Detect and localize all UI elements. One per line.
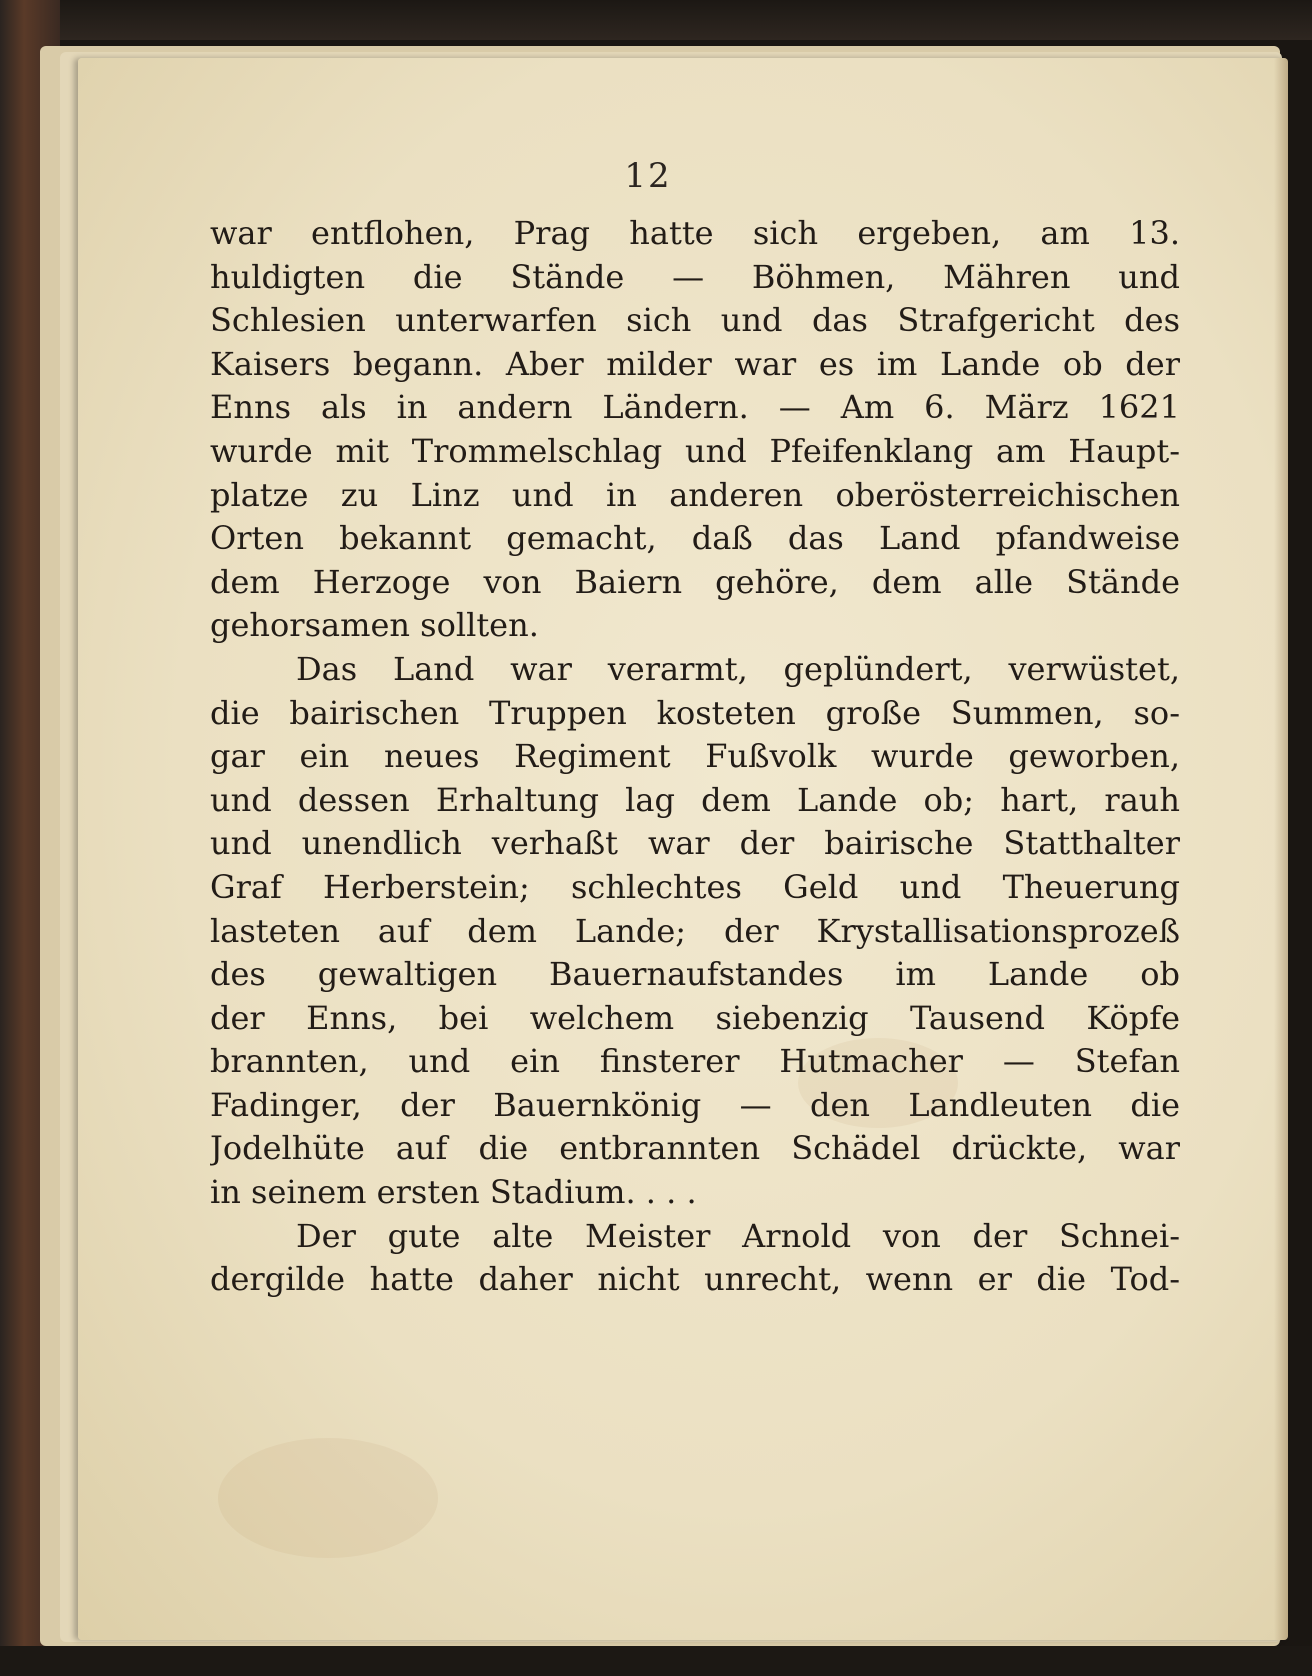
text-line: in seinem ersten Stadium. . . . xyxy=(210,1173,697,1212)
paper-stain xyxy=(218,1438,438,1558)
text-line: gehorsamen sollten. xyxy=(210,606,539,645)
text-line: die bairischen Truppen kosteten große Summen, so- xyxy=(210,693,1180,732)
book-cover-bottom xyxy=(0,1646,1312,1676)
body-text xyxy=(210,212,1180,1302)
text-line: Fadinger, der Bauernkönig — den Landleuten die xyxy=(210,1085,1180,1124)
text-line: Graf Herberstein; schlechtes Geld und Theuerung xyxy=(210,867,1180,906)
text-line: des gewaltigen Bauernaufstandes im Lande ob xyxy=(210,955,1180,994)
text-line: und dessen Erhaltung lag dem Lande ob; hart, rauh xyxy=(210,780,1180,819)
text-line: brannten, und ein finsterer Hutmacher — Stefan xyxy=(210,1042,1180,1081)
text-line: der Enns, bei welchem siebenzig Tausend Köpfe xyxy=(210,998,1180,1037)
text-line: Der gute alte Meister Arnold von der Schnei- xyxy=(296,1216,1180,1255)
text-line: Orten bekannt gemacht, daß das Land pfandweise xyxy=(210,519,1180,558)
text-line: dergilde hatte daher nicht unrecht, wenn er die Tod- xyxy=(210,1260,1180,1299)
text-line: lasteten auf dem Lande; der Krystallisationsprozeß xyxy=(210,911,1180,950)
text-line: war entflohen, Prag hatte sich ergeben, am 13. xyxy=(210,214,1180,252)
text-line: Kaisers begann. Aber milder war es im Lande ob der xyxy=(210,344,1180,383)
text-line: dem Herzoge von Baiern gehöre, dem alle Stände xyxy=(210,562,1180,601)
text-line: gar ein neues Regiment Fußvolk wurde geworben, xyxy=(210,737,1180,776)
text-line: huldigten die Stände — Böhmen, Mähren und xyxy=(210,257,1180,296)
page-number: 12 xyxy=(624,156,672,196)
book-cover-top xyxy=(0,0,1312,40)
text-line: Jodelhüte auf die entbrannten Schädel drückte, war xyxy=(210,1129,1180,1168)
text-line: platze zu Linz und in anderen oberösterreichischen xyxy=(210,475,1180,514)
text-line: Das Land war verarmt, geplündert, verwüstet, xyxy=(296,649,1180,688)
page-edge xyxy=(1274,58,1288,1640)
text-line: und unendlich verhaßt war der bairische Statthalter xyxy=(210,824,1180,863)
text-line: wurde mit Trommelschlag und Pfeifenklang am Haupt- xyxy=(210,431,1180,470)
text-line: Enns als in andern Ländern. — Am 6. März 1621 xyxy=(210,388,1180,427)
text-line: Schlesien unterwarfen sich und das Strafgericht des xyxy=(210,301,1180,340)
